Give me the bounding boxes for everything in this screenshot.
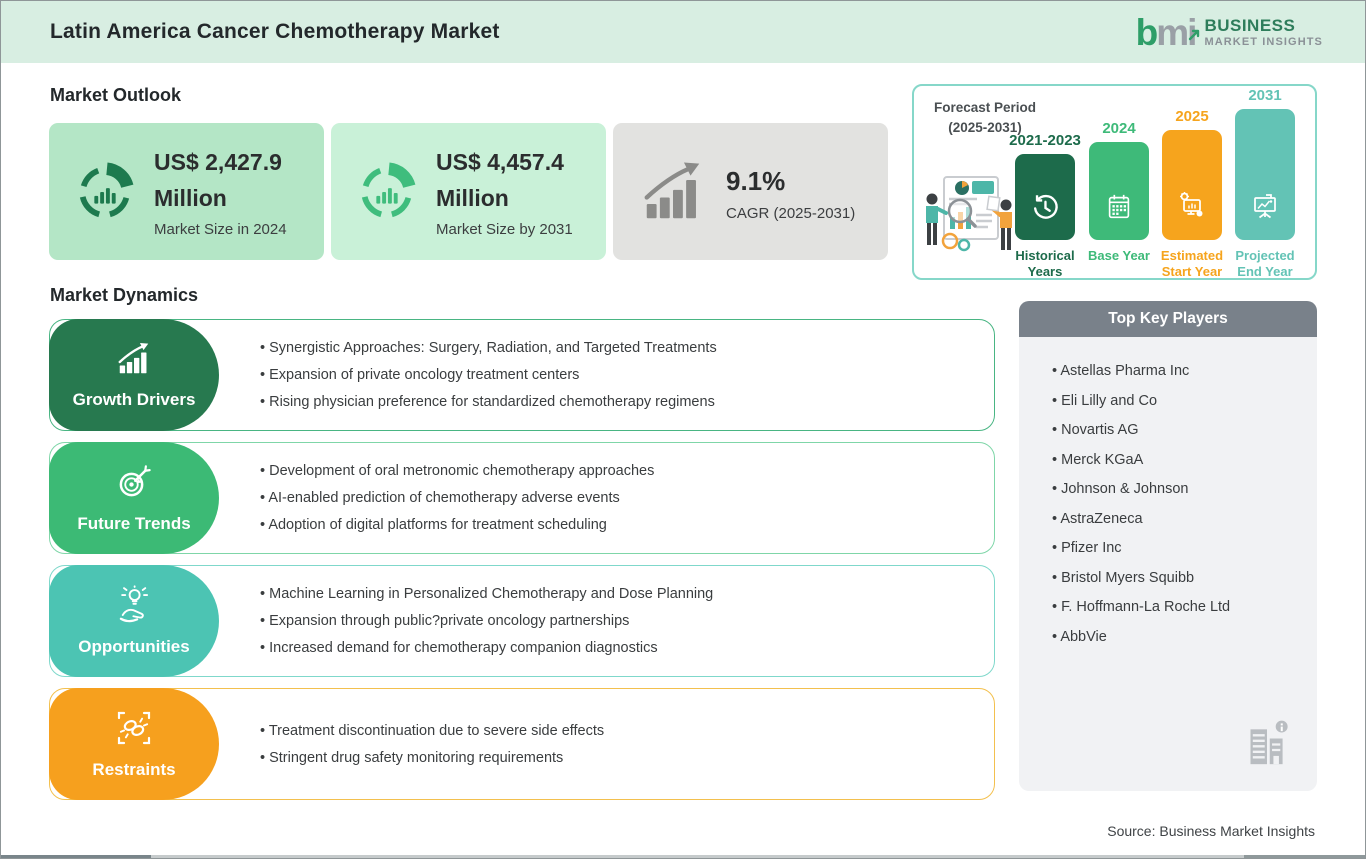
base-year-bar: [1089, 142, 1149, 240]
growth-drivers-label: Growth Drivers: [72, 390, 196, 409]
opportunities-pill: [49, 565, 219, 677]
list-item: • Astellas Pharma Inc: [1052, 363, 1299, 379]
opportunities-row: [49, 565, 995, 677]
header-bar: [1, 1, 1365, 63]
automation-icon: [1176, 190, 1208, 240]
restraints-row: [49, 688, 995, 800]
forecast-bar-group-base: [1089, 120, 1149, 240]
market-size-2024-label: Market Size in 2024: [154, 221, 287, 239]
forecast-bar-group-historical: [1009, 132, 1081, 240]
bmi-logo-mark: [1135, 11, 1196, 53]
estimated-start-year-bar: [1162, 130, 1222, 240]
logo-arrow-icon: [1188, 10, 1202, 47]
bullet-item: • Increased demand for chemotherapy companion diagnostics: [260, 640, 978, 656]
bullet-item: • Rising physician preference for standardized chemotherapy regimens: [260, 394, 978, 410]
list-item: • Pfizer Inc: [1052, 540, 1299, 556]
forecast-bar-group-estimated: [1162, 108, 1222, 240]
bullet-item: • Expansion through public?private oncology partnerships: [260, 613, 978, 629]
forecast-year-label: 2024: [1102, 120, 1136, 137]
forecast-period-panel: [912, 84, 1317, 280]
list-item: • Johnson & Johnson: [1052, 481, 1299, 497]
future-trends-pill: [49, 442, 219, 554]
future-trends-row: [49, 442, 995, 554]
list-item: • Eli Lilly and Co: [1052, 393, 1299, 409]
logo-letter-b: b: [1135, 11, 1157, 53]
logo-wordmark: [1204, 16, 1323, 48]
bullet-item: • AI-enabled prediction of chemotherapy adverse events: [260, 490, 978, 506]
stat-card-2024: [49, 123, 324, 260]
cagr-label: CAGR (2025-2031): [726, 204, 856, 222]
market-dynamics-heading: Market Dynamics: [50, 285, 199, 305]
source-note: Source: Business Market Insights: [1107, 823, 1315, 839]
bullet-item: • Expansion of private oncology treatment centers: [260, 367, 978, 383]
market-size-2024-value: US$ 2,427.9 Million: [154, 148, 282, 211]
forecast-year-label: 2025: [1175, 108, 1209, 125]
key-players-title: Top Key Players: [1019, 301, 1317, 337]
list-item: • Merck KGaA: [1052, 452, 1299, 468]
market-size-2031-label: Market Size by 2031: [436, 221, 573, 239]
bullet-item: • Treatment discontinuation due to severe side effects: [260, 723, 978, 739]
broken-chain-icon: [114, 708, 154, 753]
restraints-label: Restraints: [92, 760, 176, 779]
key-players-panel: [1019, 301, 1317, 791]
forecast-caption: Base Year: [1088, 248, 1150, 263]
bmi-logo: [1135, 11, 1323, 53]
history-clock-icon: [1030, 192, 1060, 240]
future-trends-label: Future Trends: [77, 514, 191, 533]
market-outlook-heading: Market Outlook: [50, 85, 182, 105]
bullet-item: • Synergistic Approaches: Surgery, Radiation, and Targeted Treatments: [260, 340, 978, 356]
cagr-value: 9.1%: [726, 166, 786, 197]
analysts-illustration: [920, 155, 1020, 268]
list-item: • F. Hoffmann-La Roche Ltd: [1052, 599, 1299, 615]
opportunities-label: Opportunities: [78, 637, 190, 656]
stat-card-2031: [331, 123, 606, 260]
market-size-2031-value: US$ 4,457.4 Million: [436, 148, 564, 211]
buildings-icon: [1245, 718, 1289, 775]
logo-line1: BUSINESS: [1204, 16, 1296, 35]
growth-chart-icon: [115, 340, 153, 383]
logo-line2: MARKET INSIGHTS: [1204, 36, 1323, 48]
restraints-pill: [49, 688, 219, 800]
calendar-icon: [1104, 192, 1134, 240]
forecast-year-label: 2031: [1248, 87, 1282, 104]
list-item: • AbbVie: [1052, 629, 1299, 645]
logo-letters-mi: mi: [1156, 11, 1196, 53]
bulb-hand-icon: [114, 585, 154, 630]
window-bottom-border: [1, 855, 1365, 858]
page-title: Latin America Cancer Chemotherapy Market: [50, 20, 500, 43]
list-item: • Novartis AG: [1052, 422, 1299, 438]
donut-chart-icon: [74, 161, 136, 223]
bullet-item: • Development of oral metronomic chemotherapy approaches: [260, 463, 978, 479]
forecast-caption: Projected End Year: [1235, 248, 1295, 280]
bullet-item: • Machine Learning in Personalized Chemotherapy and Dose Planning: [260, 586, 978, 602]
forecast-year-label: 2021-2023: [1009, 132, 1081, 149]
bullet-item: • Stringent drug safety monitoring requirements: [260, 750, 978, 766]
historical-years-bar: [1015, 154, 1075, 240]
growth-chart-icon: [638, 157, 708, 227]
projected-end-year-bar: [1235, 109, 1295, 240]
list-item: • Bristol Myers Squibb: [1052, 570, 1299, 586]
forecast-caption: Estimated Start Year: [1160, 248, 1224, 280]
target-icon: [114, 462, 154, 507]
forecast-bar-group-projected: [1235, 87, 1295, 240]
forecast-caption: Historical Years: [1015, 248, 1075, 280]
list-item: • AstraZeneca: [1052, 511, 1299, 527]
growth-drivers-row: [49, 319, 995, 431]
stat-card-cagr: [613, 123, 888, 260]
key-players-list: [1019, 337, 1317, 791]
growth-drivers-pill: [49, 319, 219, 431]
projection-icon: [1249, 190, 1281, 240]
bullet-item: • Adoption of digital platforms for treatment scheduling: [260, 517, 978, 533]
forecast-period-title: Forecast Period (2025-2031): [933, 100, 1037, 136]
donut-chart-icon: [356, 161, 418, 223]
